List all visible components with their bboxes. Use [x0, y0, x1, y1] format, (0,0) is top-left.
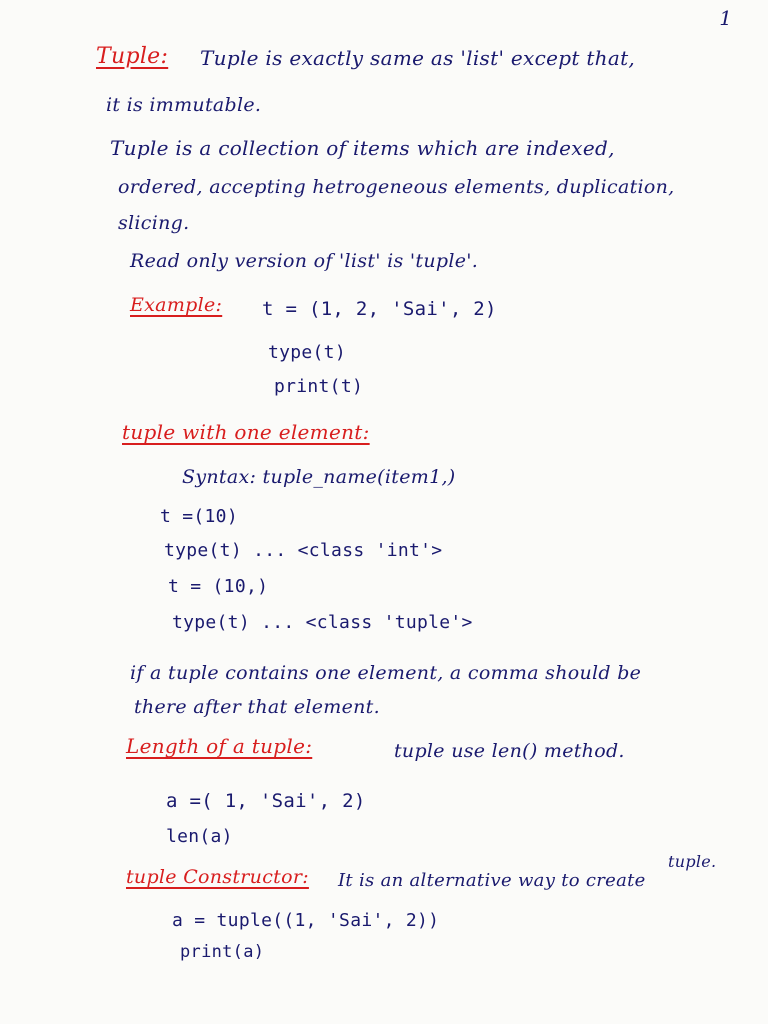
title-tuple: Tuple: [96, 44, 169, 69]
example-code-2: type(t) [268, 342, 346, 363]
length-description: tuple use len() method. [394, 740, 625, 762]
length-code-1: a =( 1, 'Sai', 2) [166, 790, 366, 812]
length-code-2: len(a) [166, 826, 233, 847]
definition-line-2: ordered, accepting hetrogeneous elements, duplication, [118, 176, 675, 198]
one-element-code-2: type(t) ... <class 'int'> [164, 540, 443, 561]
one-element-syntax: Syntax: tuple_name(item1,) [182, 466, 456, 488]
definition-line-1: Tuple is a collection of items which are indexed, [110, 136, 615, 160]
intro-line-2: it is immutable. [106, 94, 262, 116]
constructor-heading: tuple Constructor: [126, 866, 309, 888]
one-element-heading: tuple with one element: [122, 420, 370, 444]
example-code-3: print(t) [274, 376, 364, 397]
intro-line-1: Tuple is exactly same as 'list' except that, [200, 46, 636, 70]
constructor-description: It is an alternative way to create [338, 870, 646, 891]
note-line-1: if a tuple contains one element, a comma should be [130, 662, 642, 684]
note-line-2: there after that element. [134, 696, 380, 718]
one-element-code-3: t = (10,) [168, 576, 269, 597]
read-only-line: Read only version of 'list' is 'tuple'. [130, 250, 479, 272]
example-label: Example: [130, 294, 223, 316]
page-number: 1 [719, 6, 732, 30]
one-element-code-1: t =(10) [160, 506, 238, 527]
constructor-code-2: print(a) [180, 942, 265, 962]
definition-line-3: slicing. [118, 212, 190, 234]
length-heading: Length of a tuple: [126, 734, 313, 758]
constructor-description-tail: tuple. [668, 852, 717, 871]
constructor-code-1: a = tuple((1, 'Sai', 2)) [172, 910, 440, 931]
example-code-1: t = (1, 2, 'Sai', 2) [262, 298, 497, 320]
one-element-code-4: type(t) ... <class 'tuple'> [172, 612, 473, 633]
